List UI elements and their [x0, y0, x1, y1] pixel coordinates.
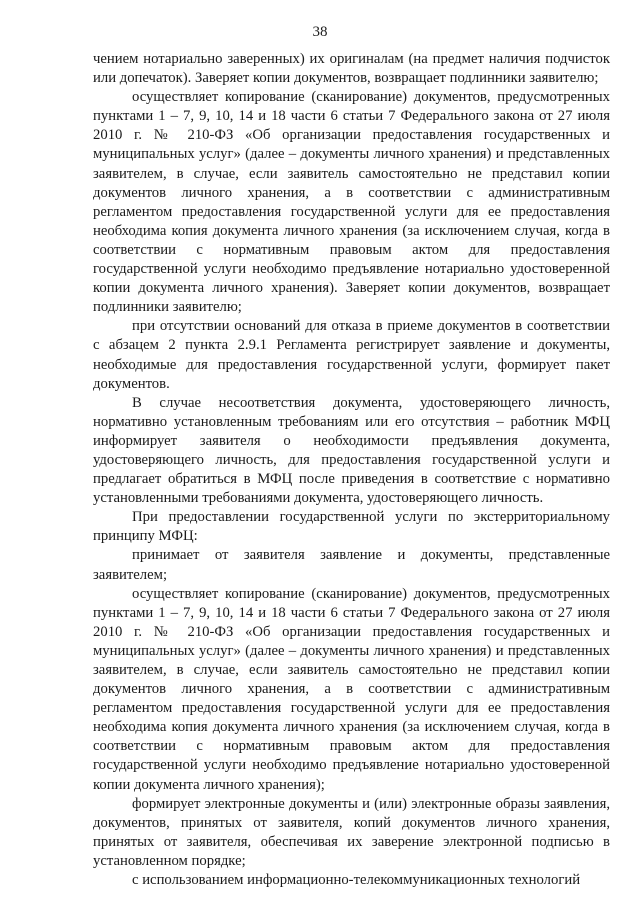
- page-number: 38: [312, 24, 328, 40]
- body-text: [93, 50, 610, 890]
- paragraph: осуществляет копирование (сканирование) документов, предусмотренных пунктами 1 – 7, 9, 10, 14 и 18 части 6 статьи 7 Федерального закона от 27 июля 2010 г. № 210-ФЗ «Об организации предоставления государственных и муниципальных услуг» (далее – документы личного хранения) и представленных заявителем, в случае, если заявитель самостоятельно не представил копии документов личного хранения, а в соответствии с административным регламентом предоставления государственной услуги для ее предоставления необходима копия документа личного хранения (за исключением случая, когда в соответствии с нормативным правовым актом для предоставления государственной услуги необходимо предъявление нотариально удостоверенной копии документа личного хранения). Заверяет копии документов, возвращает подлинники заявителю;: [93, 89, 610, 316]
- paragraph: В случае несоответствия документа, удостоверяющего личность, нормативно установленным требованиям или его отсутствия – работник МФЦ информирует заявителя о необходимости предъявления документа, удостоверяющего личность, для предоставления государственной услуги и предлагает обратиться в МФЦ после приведения в соответствие с нормативно установленными требованиями документа, удостоверяющего личность.: [93, 394, 610, 507]
- paragraph: принимает от заявителя заявление и документы, представленные заявителем;: [93, 547, 610, 583]
- paragraph-continuation: чением нотариально заверенных) их оригиналам (на предмет наличия подчисток или допечаток). Заверяет копии документов, возвращает подлинники заявителю;: [93, 51, 610, 87]
- paragraph: При предоставлении государственной услуги по экстерриториальному принципу МФЦ:: [93, 509, 610, 545]
- paragraph: при отсутствии оснований для отказа в приеме документов в соответствии с абзацем 2 пункта 2.9.1 Регламента регистрирует заявление и документы, необходимые для предоставления государственной услуги, формирует пакет документов.: [93, 318, 610, 392]
- paragraph: формирует электронные документы и (или) электронные образы заявления, документов, принятых от заявителя, копий документов личного хранения, принятых от заявителя, обеспечивая их заверение электронной подписью в установленном порядке;: [93, 795, 610, 869]
- paragraph: с использованием информационно-телекоммуникационных технологий: [132, 872, 581, 889]
- paragraph: осуществляет копирование (сканирование) документов, предусмотренных пунктами 1 – 7, 9, 10, 14 и 18 части 6 статьи 7 Федерального закона от 27 июля 2010 г. № 210-ФЗ «Об организации предоставления государственных и муниципальных услуг» (далее – документы личного хранения) и представленных заявителем, в случае, если заявитель самостоятельно не представил копии документов личного хранения, а в соответствии с административным регламентом предоставления государственной услуги для ее предоставления необходима копия документа личного хранения (за исключением случая, когда в соответствии с нормативным правовым актом для предоставления государственной услуги необходимо предъявление нотариально удостоверенной копии документа личного хранения);: [93, 585, 610, 793]
